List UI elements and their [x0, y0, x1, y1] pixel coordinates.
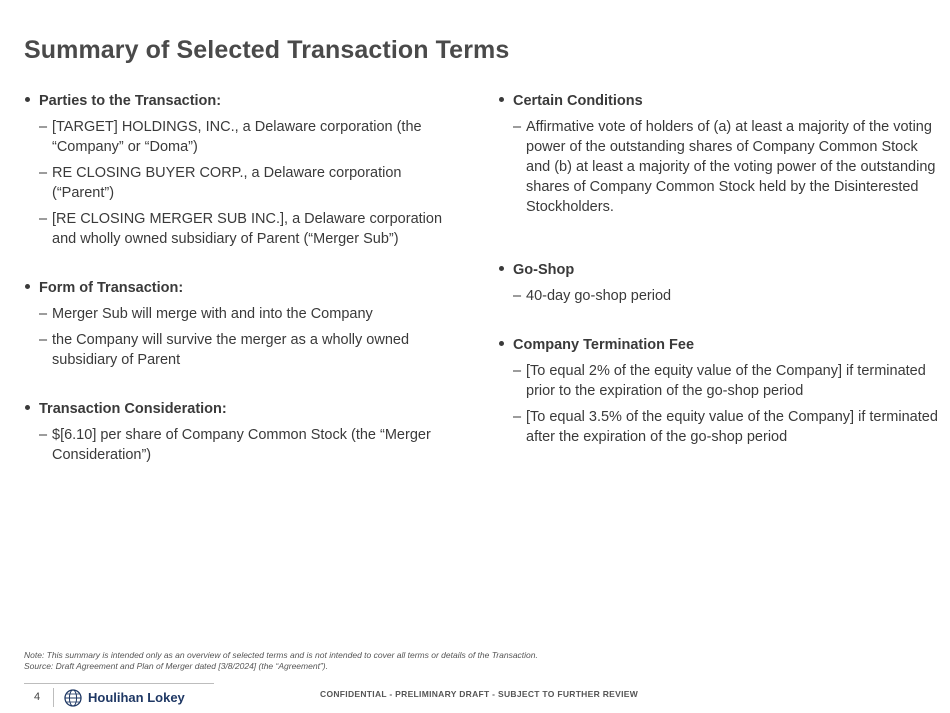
dash-icon: –	[39, 306, 48, 322]
list-item: – 40-day go-shop period	[513, 288, 672, 304]
list-item: – [To equal 2% of the equity value of the Company] if terminated prior to the expiration of the go-shop period	[513, 363, 926, 399]
section-parties	[24, 92, 464, 249]
left-column	[24, 92, 464, 495]
section-consideration	[24, 400, 464, 465]
section-heading: Transaction Consideration:	[39, 401, 227, 417]
footer-rule	[24, 683, 214, 684]
right-column	[498, 92, 938, 477]
section-conditions	[498, 92, 938, 217]
bullet-icon	[25, 97, 30, 102]
list-item: – [RE CLOSING MERGER SUB INC.], a Delaware corporation and wholly owned subsidiary of Parent (“Merger Sub”)	[39, 211, 443, 247]
footnote	[24, 650, 538, 672]
item-list	[24, 304, 464, 370]
confidential-banner: CONFIDENTIAL - PRELIMINARY DRAFT - SUBJECT TO FURTHER REVIEW	[320, 689, 639, 699]
list-item: – $[6.10] per share of Company Common Stock (the “Merger Consideration”)	[39, 427, 431, 463]
bullet-icon	[25, 284, 30, 289]
section-heading: Form of Transaction:	[39, 280, 184, 296]
section-form	[24, 279, 464, 370]
dash-icon: –	[39, 427, 48, 443]
item-list	[498, 286, 938, 306]
item-list	[24, 425, 464, 465]
bullet-icon	[25, 405, 30, 410]
dash-icon: –	[39, 332, 48, 348]
logo-text: Houlihan Lokey	[88, 690, 185, 705]
list-item: – Merger Sub will merge with and into the Company	[39, 306, 373, 322]
list-item: – the Company will survive the merger as a wholly owned subsidiary of Parent	[39, 332, 410, 368]
section-go-shop	[498, 261, 938, 306]
dash-icon: –	[39, 211, 48, 227]
list-item: – Affirmative vote of holders of (a) at least a majority of the voting power of the outstanding shares of Company Common Stock and (b) at least a majority of the voting power of the outstanding shares of Company Common Stock held by the Disinterested Stockholders.	[513, 119, 936, 215]
note-line: Note: This summary is intended only as an overview of selected terms and is not intended to cover all terms or details of the Transaction.	[24, 650, 538, 660]
bullet-icon	[499, 97, 504, 102]
section-heading: Go-Shop	[513, 262, 575, 278]
item-list	[498, 117, 938, 217]
bullet-icon	[499, 341, 504, 346]
dash-icon: –	[513, 119, 522, 135]
section-heading: Parties to the Transaction:	[39, 93, 222, 109]
section-heading: Company Termination Fee	[513, 337, 695, 353]
item-list	[498, 361, 938, 447]
dash-icon: –	[513, 288, 522, 304]
list-item: – [To equal 3.5% of the equity value of the Company] if terminated after the expiration of the go-shop period	[513, 409, 938, 445]
dash-icon: –	[513, 363, 522, 379]
dash-icon: –	[39, 165, 48, 181]
page-number: 4	[34, 691, 41, 703]
page-title: Summary of Selected Transaction Terms	[24, 36, 510, 64]
section-heading: Certain Conditions	[513, 93, 643, 109]
item-list	[24, 117, 464, 249]
dash-icon: –	[39, 119, 48, 135]
bullet-icon	[499, 266, 504, 271]
list-item: – [TARGET] HOLDINGS, INC., a Delaware corporation (the “Company” or “Doma”)	[39, 119, 422, 155]
dash-icon: –	[513, 409, 522, 425]
globe-icon	[64, 689, 82, 707]
list-item: – RE CLOSING BUYER CORP., a Delaware corporation (“Parent”)	[39, 165, 402, 201]
section-termination-fee	[498, 336, 938, 447]
footer-divider	[53, 688, 54, 707]
source-line: Source: Draft Agreement and Plan of Merger dated [3/8/2024] (the “Agreement”).	[24, 661, 328, 671]
